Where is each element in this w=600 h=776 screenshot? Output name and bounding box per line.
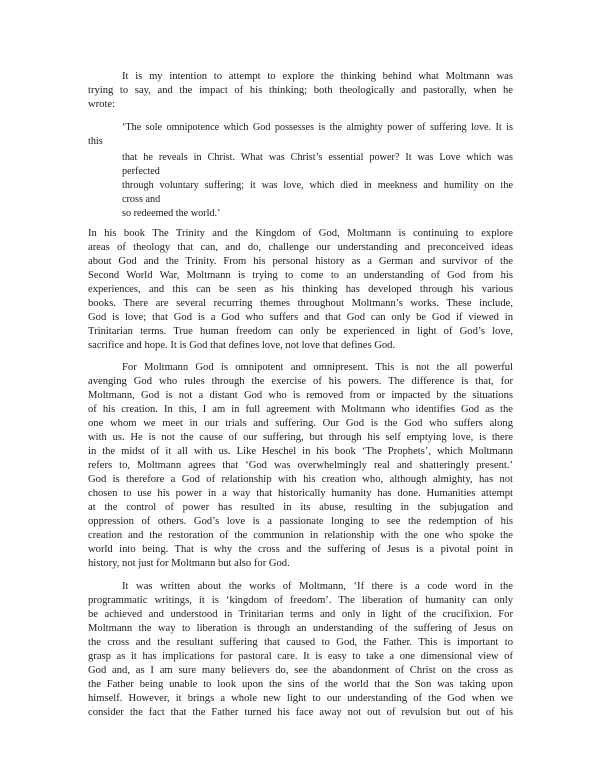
text-line: creation and the restoration of the communion in relationship with the one who spoke the [88, 530, 513, 541]
text-line: trying to say, and the impact of his thinking; both theologically and pastorally, when he [88, 85, 513, 96]
text-line: experiences, and this can be seen as his thinking has developed through his various [88, 284, 513, 295]
text-line: Second World War, Moltmann is trying to come to an understanding of God from his [88, 270, 513, 281]
text-line: God and, as I am sure many believers do, see the abandonment of Christ on the cross as [88, 665, 513, 676]
text-line: For Moltmann God is omnipotent and omnipresent. This is not the all powerful [122, 362, 513, 373]
quote-line: perfected [122, 166, 160, 177]
text-line: books. There are several recurring themes throughout Moltmann’s works. These include, [88, 298, 513, 309]
text-line: wrote: [88, 99, 116, 110]
text-line: grasp as it has implications for pastoral care. It is easy to take a one dimensional view of [88, 651, 513, 662]
text-line: consider the fact that the Father turned his face away not out of revulsion but out of his [88, 707, 513, 718]
text-line: Moltmann the way to liberation is through an understanding of the suffering of Jesus on [88, 623, 513, 634]
text-line: programmatic writings, it is ‘kingdom of freedom’. The liberation of humanity can only [88, 595, 513, 606]
text-line: In his book The Trinity and the Kingdom of God, Moltmann is continuing to explore [88, 228, 513, 239]
text-line: be achieved and understood in Trinitarian terms and only in light of the crucifixion. For [88, 609, 513, 620]
text-line: It is my intention to attempt to explore the thinking behind what Moltmann was [122, 71, 513, 82]
quote-line: that he reveals in Christ. What was Christ’s essential power? It was Love which was [122, 152, 513, 163]
text-line: one whom we meet in our trials and suffering. Our God is the God who suffers along [88, 418, 513, 429]
text-line: It was written about the works of Moltmann, ‘If there is a code word in the [122, 581, 513, 592]
text-line: sacrifice and hope. It is God that defines love, not love that defines God. [88, 340, 396, 351]
text-line: God is love; that God is a God who suffers and that God can only be God if viewed in [88, 312, 513, 323]
quote-line: this [88, 136, 103, 147]
text-line: the cross and the resultant suffering that caused to God, the Father. This is important to [88, 637, 513, 648]
text-line: chosen to use his power in a way that historically humanity has done. Humanities attempt [88, 488, 513, 499]
text-line: God is therefore a God of relationship with his creation who, although almighty, has not [88, 474, 513, 485]
text-line: the Father being unable to look upon the sins of the world that the Son was taking upon [88, 679, 513, 690]
quote-line: cross and [122, 194, 161, 205]
text-line: in the midst of it all with us. Like Heschel in his book ‘The Prophets’, which Moltmann [88, 446, 513, 457]
text-line: refers to, Moltmann agrees that ‘God was overwhelmingly real and shatteringly present.’ [88, 460, 513, 471]
text-line: avenging God who rules through the exercise of his powers. The difference is that, for [88, 376, 513, 387]
text-line: areas of theology that can, and do, challenge our understanding and preconceived ideas [88, 242, 513, 253]
text-line: himself. However, it brings a whole new light to our understanding of the God when we [88, 693, 513, 704]
quote-line: so redeemed the world.’ [122, 208, 221, 219]
quote-line: ‘The sole omnipotence which God possesses is the almighty power of suffering love. It is [122, 122, 513, 133]
text-line: at the control of power has resulted in its abuse, resulting in the subjugation and [88, 502, 513, 513]
text-line: of his creation. In this, I am in full agreement with Moltmann who identifies God as the [88, 404, 513, 415]
text-line: about God and the Trinity. From his personal history as a German and survivor of the [88, 256, 513, 267]
text-line: Trinitarian terms. True human freedom can only be experienced in light of God’s love, [88, 326, 513, 337]
text-line: world into being. That is why the cross and the suffering of Jesus is a pivotal point in [88, 544, 513, 555]
text-line: Moltmann, God is not a distant God who is removed from or impacted by the situations [88, 390, 513, 401]
text-line: with us. He is not the cause of our suffering, but through his self emptying love, is there [88, 432, 513, 443]
quote-line: through voluntary suffering; it was love, which died in meekness and humility on the [122, 180, 513, 191]
text-line: history, not just for Moltmann but also for God. [88, 558, 290, 569]
text-line: oppression of others. God’s love is a passionate longing to see the redemption of his [88, 516, 513, 527]
